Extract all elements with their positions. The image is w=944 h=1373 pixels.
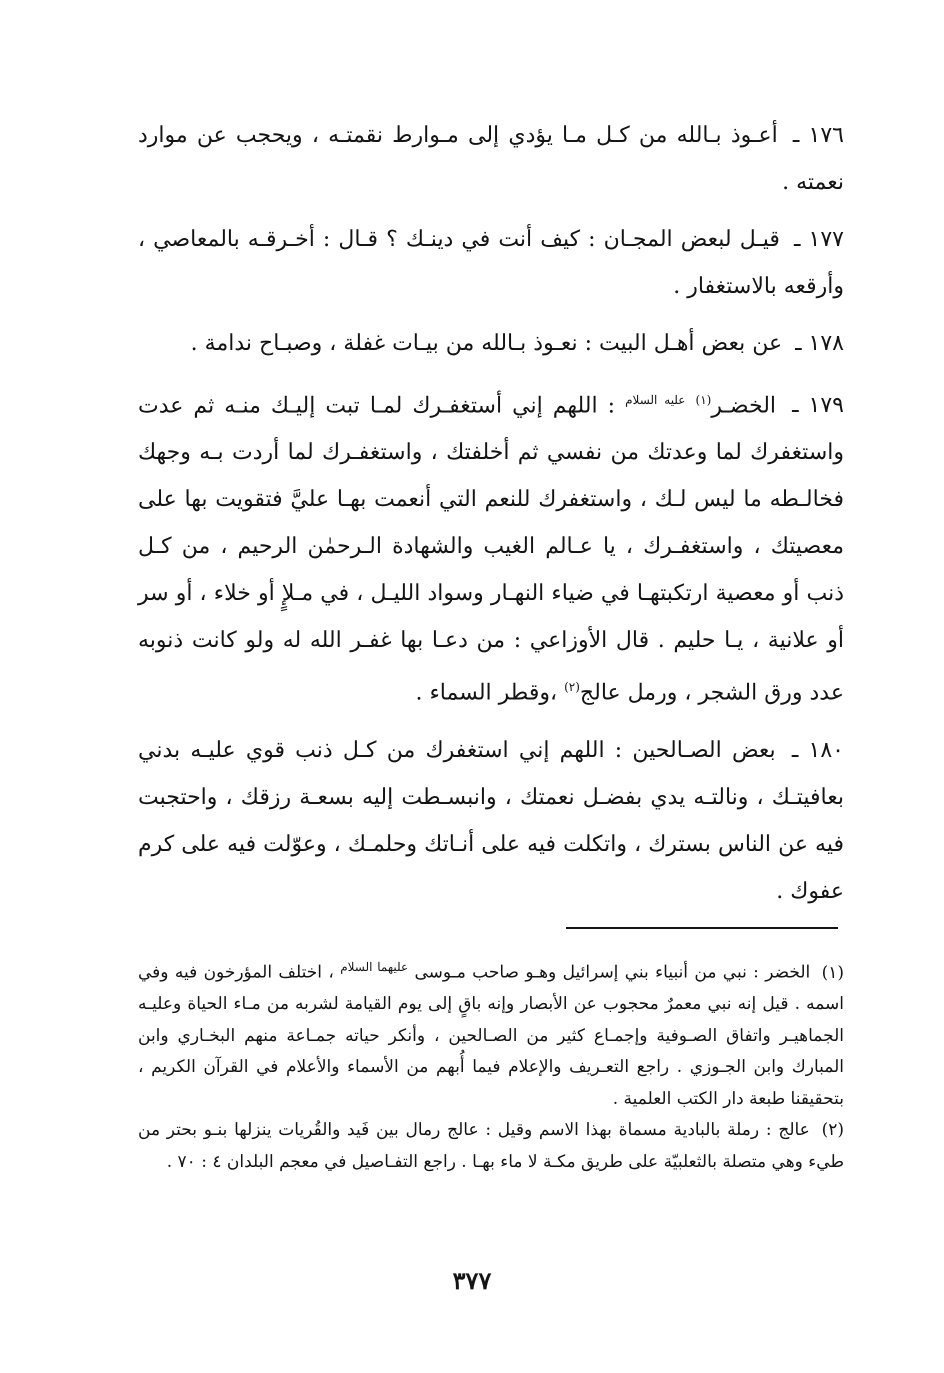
blessing-glyph: عليه السلام	[625, 393, 686, 407]
main-text	[138, 112, 844, 925]
entry-number: ١٧٨ ـ	[795, 331, 844, 356]
footnote-text: ، اختلف المؤرخون فيه وفي اسمه . قيل إنه نبي معمرٌ محجوب عن الأبصار وإنه باقٍ إلى يوم القيامة لشربه من مـاء الحياة وعليـه الجماهيـر واتفاق الصـوفية وإجمـاع كثير من الصـالحين ، وأنكر حياته جمـاعة منهم البخـاري وابن المبارك وابن الجـوزي . راجع التعـريف والإعلام فيما أُبهم من الأسماء والأعلام في القرآن الكريم ، بتحقيقنا طبعة دار الكتب العلمية .	[138, 962, 844, 1109]
footnote-mark: (١)	[821, 962, 845, 983]
footnote-1	[138, 952, 844, 1115]
paragraph-text: عن بعض أهـل البيت : نعـوذ بـالله من بيـات غفلة ، وصبـاح ندامة .	[190, 331, 783, 356]
footnote-divider	[566, 927, 838, 929]
paragraph-lead: الخضـر	[711, 393, 777, 419]
blessing-glyph: عليهما السلام	[340, 960, 409, 974]
page-number: ٣٧٧	[452, 1266, 492, 1295]
paragraph-180	[138, 727, 844, 915]
footnote-text: عالج : رملة بالبادية مسماة بهذا الاسم وقيل : عالج رمال بين فَيد والقُريات ينزلها بنـو بحتر من طيء وهي متصلة بالثعلبيّة على طريق مكـة لا ماء بهـا . راجع التفـاصيل في معجم البلدان ٤ : ٧٠ .	[138, 1120, 844, 1172]
entry-number: ١٨٠ ـ	[791, 737, 844, 763]
footnotes	[138, 952, 844, 1178]
paragraph-text: أعـوذ بـالله من كـل مـا يؤدي إلى مـوارط نقمتـه ، ويحجب عن موارد نعمته .	[138, 123, 844, 195]
footnote-ref-1[interactable]: (١)	[695, 393, 712, 407]
paragraph-text: قيـل لبعض المجـان : كيف أنت في دينـك ؟ قـال : أخـرقـه بالمعاصي ، وأرقعه بالاستغفار .	[138, 227, 844, 299]
paragraph-tail: ،وقطر السماء .	[415, 680, 558, 706]
paragraph-176	[138, 112, 844, 206]
paragraph-177	[138, 216, 844, 310]
footnote-mark: (٢)	[821, 1120, 844, 1141]
footnote-lead: الخضر : نبي من أنبياء بني إسرائيل وهـو صاحب مـوسى	[414, 962, 811, 983]
paragraph-179	[138, 377, 844, 717]
footnote-2	[138, 1115, 844, 1178]
entry-number: ١٧٦ ـ	[792, 123, 844, 148]
paragraph-text: بعض الصـالحين : اللهم إني استغفرك من كـل ذنب قوي عليـه بدني بعافيتـك ، ونالتـه يدي بفضـل نعمتك ، وانبسـطت إليه بسعـة رزقك ، واحتجبت فيه عن الناس بسترك ، واتكلت فيه على أنـاتك وحلمـك ، وعوّلت فيه على كرم عفوك .	[138, 737, 844, 904]
entry-number: ١٧٧ ـ	[794, 227, 844, 252]
entry-number: ١٧٩ ـ	[792, 393, 844, 419]
footnote-ref-2[interactable]: (٢)	[564, 680, 580, 695]
paragraph-178	[138, 320, 844, 367]
paragraph-text: : اللهم إني أستغفـرك لمـا تبت إليـك منـه ثم عدت واستغفرك لما وعدتك من نفسي ثم أخلفتك ، واستغفـرك لما أردت بـه وجهك فخالـطه ما ليس لـك ، واستغفرك للنعم التي أنعمت بهـا عليَّ فتقويت بها على معصيتك ، واستغفـرك ، يا عـالم الغيب والشهادة الـرحمٰن الرحيم ، من كـل ذنب أو معصية ارتكبتهـا في ضياء النهـار وسواد الليـل ، في مـلإٍ أو خلاء ، أو سر أو علانية ، يـا حليم . قال الأوزاعي : من دعـا بها غفـر الله له ولو كانت ذنوبه عدد ورق الشجر ، ورمل عالج	[138, 393, 844, 706]
